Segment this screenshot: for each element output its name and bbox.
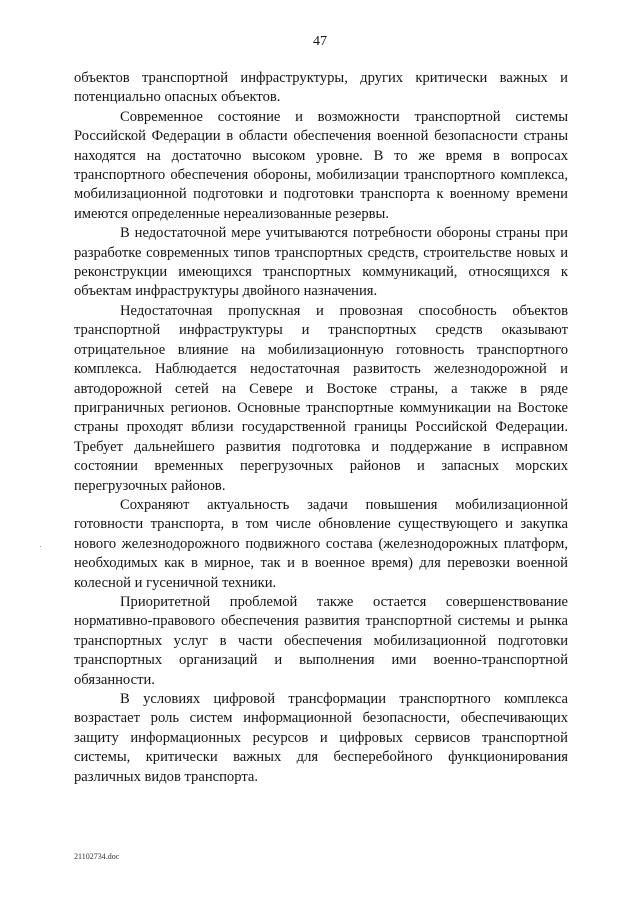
paragraph: В условиях цифровой трансформации транспортного комплекса возрастает роль систем информационной безопасности, обеспечивающих защиту информационных ресурсов и цифровых сервисов транспортной системы, критически важных для бесперебойного функционирования различных видов транспорта. xyxy=(74,691,568,785)
paragraph: Сохраняют актуальность задачи повышения мобилизационной готовности транспорта, в том числе обновление существующего и закупка нового железнодорожного подвижного состава (железнодорожных платформ, необходимых как в мирное, так и в военное время) для перевозки военной колесной и гусеничной техники. xyxy=(74,496,568,591)
body-text xyxy=(74,69,568,787)
scan-speck xyxy=(40,546,41,547)
paragraph: В недостаточной мере учитываются потребности обороны страны при разработке современных типов транспортных средств, строительстве новых и реконструкции имеющихся транспортных коммуникаций, относящихся к объектам инфраструктуры двойного назначения. xyxy=(74,225,568,300)
page-number: 47 xyxy=(313,34,327,49)
paragraph: Недостаточная пропускная и провозная способность объектов транспортной инфраструктуры и транспортных средств оказывают отрицательное влияние на мобилизационную готовность транспортного комплекса. Наблюдается недостаточная развитость железнодорожной и автодорожной сетей на Севере и Востоке страны, а также в ряде приграничных регионов. Основные транспортные коммуникации на Востоке страны проходят вблизи государственной границы Российской Федерации. Требует дальнейшего развития подготовка и поддержание в исправном состоянии временных перегрузочных районов и запасных морских перегрузочных районов. xyxy=(74,302,568,494)
paragraph-continuation: объектов транспортной инфраструктуры, других критически важных и потенциально опасных объектов. xyxy=(74,70,568,106)
footer-filename: 21102734.doc xyxy=(74,852,120,861)
paragraph: Современное состояние и возможности транспортной системы Российской Федерации в области обеспечения военной безопасности страны находятся на достаточно высоком уровне. В то же время в вопросах транспортного обеспечения обороны, мобилизации транспортного комплекса, мобилизационной подготовки и подготовки транспорта к военному времени имеются определенные нереализованные резервы. xyxy=(74,108,568,222)
paragraph: Приоритетной проблемой также остается совершенствование нормативно-правового обеспечения развития транспортной системы и рынка транспортных услуг в части обеспечения мобилизационной подготовки транспортных организаций и выполнения ими военно-транспортной обязанности. xyxy=(74,593,568,688)
